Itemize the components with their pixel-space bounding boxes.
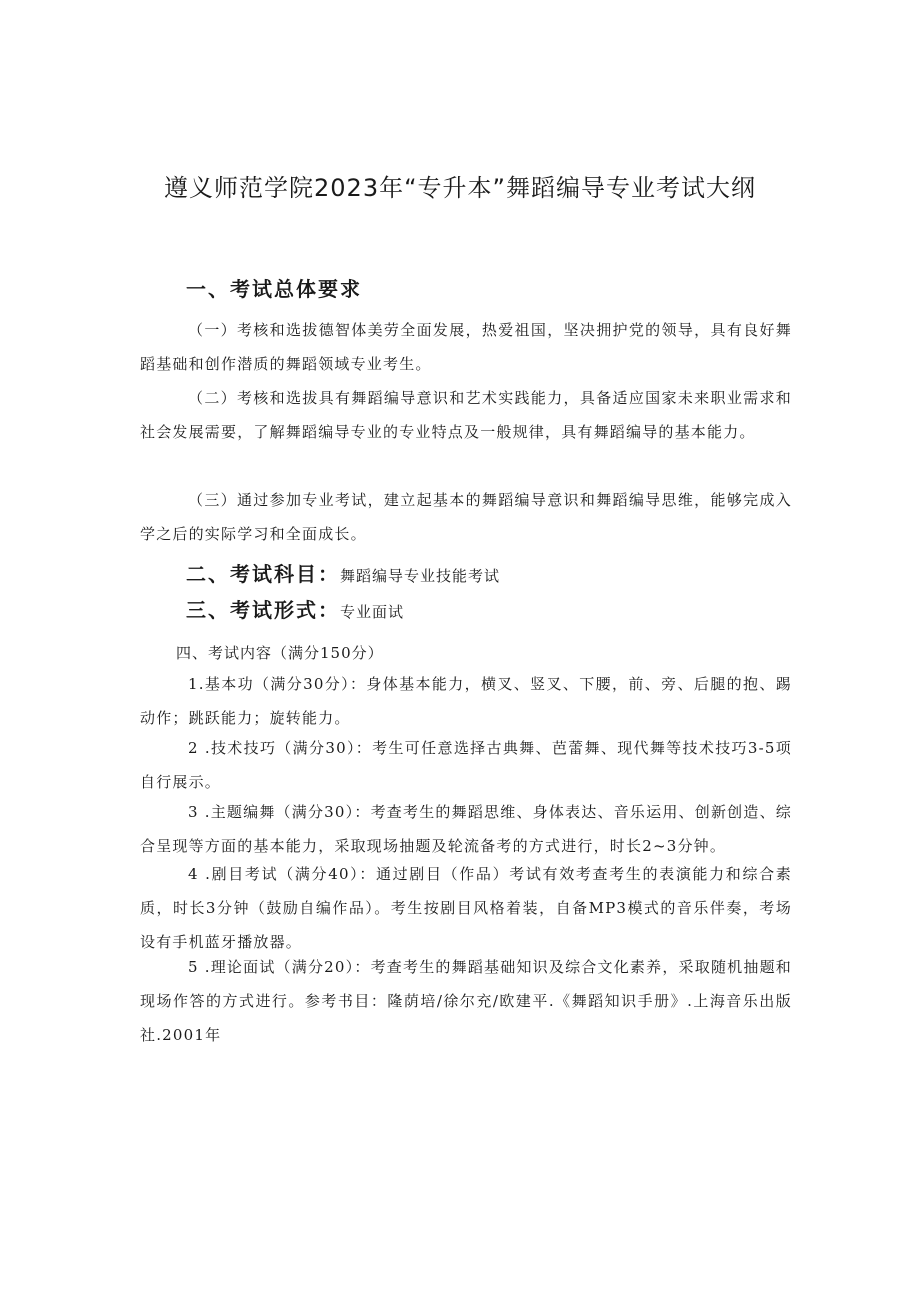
section4-heading: 四、考试内容（满分150分） bbox=[176, 644, 384, 662]
section3-value: 专业面试 bbox=[340, 603, 405, 621]
section1-paragraph-2: （二）考核和选拔具有舞蹈编导意识和艺术实践能力，具备适应国家未来职业需求和社会发展需要，了解舞蹈编导专业的专业特点及一般规律，具有舞蹈编导的基本能力。 bbox=[140, 389, 792, 441]
section2-value: 舞蹈编导专业技能考试 bbox=[340, 567, 501, 585]
content-item-1: 1.基本功（满分30分）：身体基本能力，横叉、竖叉、下腰，前、旁、后腿的抱、踢动作；跳跃能力；旋转能力。 bbox=[140, 675, 792, 727]
section1-paragraph-3: （三）通过参加专业考试，建立起基本的舞蹈编导意识和舞蹈编导思维，能够完成入学之后的实际学习和全面成长。 bbox=[140, 491, 792, 543]
section2-heading bbox=[186, 558, 500, 587]
section1-heading: 一、考试总体要求 bbox=[186, 277, 362, 301]
content-item-5: 5 .理论面试（满分20）：考查考生的舞蹈基础知识及综合文化素养，采取随机抽题和现场作答的方式进行。参考书目：隆荫培/徐尔充/欧建平.《舞蹈知识手册》.上海音乐出版社.2001年 bbox=[140, 958, 792, 1044]
section2-label: 二、考试科目： bbox=[186, 562, 340, 586]
content-item-2: 2 .技术技巧（满分30）：考生可任意选择古典舞、芭蕾舞、现代舞等技术技巧3-5项自行展示。 bbox=[140, 739, 792, 791]
document-title: 遵义师范学院2023年“专升本”舞蹈编导专业考试大纲 bbox=[164, 174, 756, 202]
section3-heading bbox=[186, 594, 404, 623]
section1-paragraph-1: （一）考核和选拔德智体美劳全面发展，热爱祖国，坚决拥护党的领导，具有良好舞蹈基础和创作潜质的舞蹈领域专业考生。 bbox=[140, 321, 792, 373]
content-item-3: 3 .主题编舞（满分30）：考查考生的舞蹈思维、身体表达、音乐运用、创新创造、综合呈现等方面的基本能力，采取现场抽题及轮流备考的方式进行，时长2~3分钟。 bbox=[140, 803, 792, 855]
content-item-4: 4 .剧目考试（满分40）：通过剧目（作品）考试有效考查考生的表演能力和综合素质，时长3分钟（鼓励自编作品）。考生按剧目风格着装，自备MP3模式的音乐伴奏，考场设有手机蓝牙播放器。 bbox=[140, 865, 792, 951]
section3-label: 三、考试形式： bbox=[186, 598, 340, 622]
